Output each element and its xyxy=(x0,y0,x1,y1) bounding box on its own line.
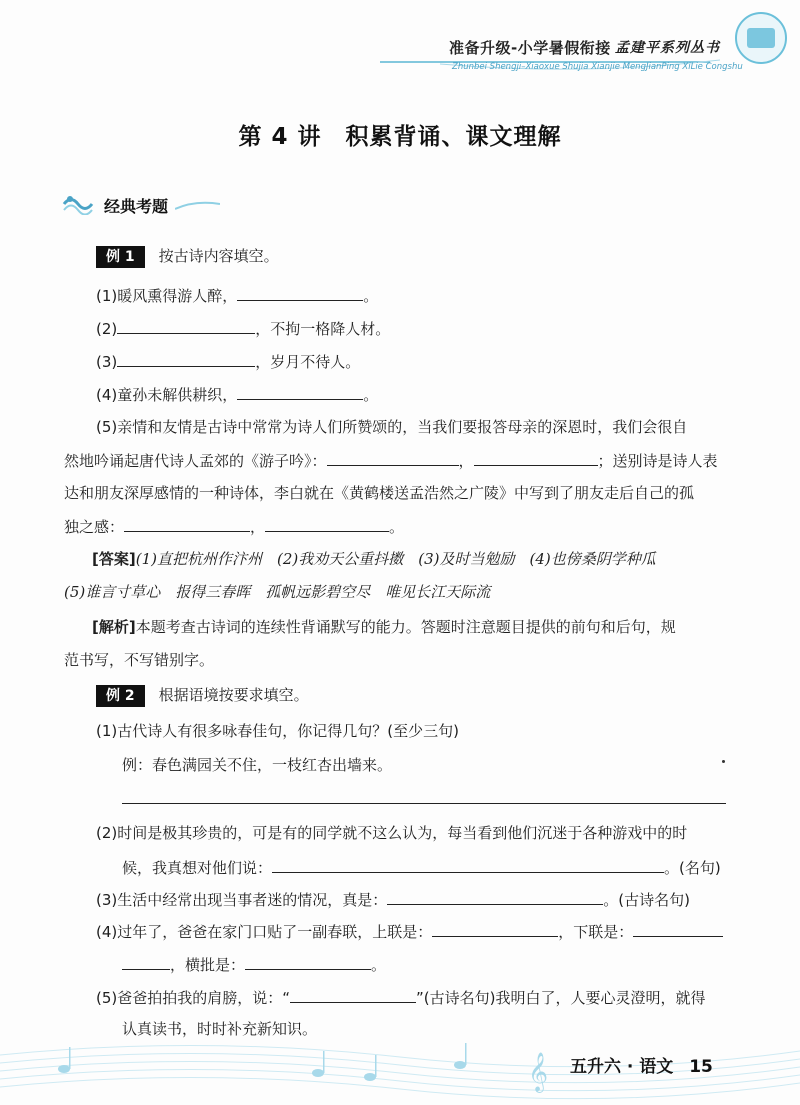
ex2-q4-line-2 xyxy=(122,953,386,976)
ex2-q4-text-cont: ，下联是： xyxy=(558,923,634,941)
ex1-q5-text: 然地吟诵起唐代诗人孟郊的《游子吟》： xyxy=(64,452,327,470)
ex2-q5-text-cont: ”(古诗名句)我明白了，人要心灵澄明，就得 xyxy=(416,989,706,1007)
ex2-q2-text: 候，我真想对他们说： xyxy=(122,859,273,877)
ex1-analysis-line-2: 范书写，不写错别字。 xyxy=(64,651,215,669)
ex1-q1-text: (1)暖风熏得游人醉， xyxy=(96,287,238,305)
ex1-question-2 xyxy=(96,317,390,340)
answer-line[interactable] xyxy=(122,803,726,804)
ex1-question-1 xyxy=(96,284,378,307)
ex1-q2-number: (2) xyxy=(96,320,118,338)
ex2-q2-line-2 xyxy=(122,856,721,879)
ex2-question-1: (1)古代诗人有很多咏春佳句，你记得几句？(至少三句) xyxy=(96,722,459,740)
comma: ， xyxy=(250,518,266,536)
publisher-logo xyxy=(735,12,787,64)
answer-text: (1)直把杭州作汴州 (2)我劝天公重抖擞 (3)及时当勉励 (4)也傍桑阴学种瓜 xyxy=(135,550,656,568)
example-1-prompt: 按古诗内容填空。 xyxy=(158,247,279,265)
page-footer xyxy=(570,1052,713,1077)
ex2-q4-text: (4)过年了，爸爸在家门口贴了一副春联，上联是： xyxy=(96,923,433,941)
answer-blank[interactable] xyxy=(117,350,255,367)
answer-blank[interactable] xyxy=(124,515,250,532)
ex1-q3-text: ，岁月不待人。 xyxy=(255,353,361,371)
answer-label: [答案] xyxy=(92,550,136,568)
answer-blank[interactable] xyxy=(327,449,459,466)
ex1-q4-text: (4)童孙未解供耕织， xyxy=(96,386,238,404)
ex2-q4-text: ，横批是： xyxy=(170,956,246,974)
ex2-q2-line-1: (2)时间是极其珍贵的，可是有的同学就不这么认为，每当看到他们沉迷于各种游戏中的时 xyxy=(96,824,688,842)
book-title: 准备升级-小学暑假衔接 xyxy=(449,39,611,57)
swoosh-decoration xyxy=(175,200,220,212)
ex1-q5-line-1: (5)亲情和友情是古诗中常常为诗人们所赞颂的，当我们要报答母亲的深恩时，我们会很自 xyxy=(96,418,688,436)
ex1-q1-end: 。 xyxy=(363,287,379,305)
ex1-q2-text: ，不拘一格降人材。 xyxy=(255,320,391,338)
answer-blank[interactable] xyxy=(633,920,723,937)
example-1-tag: 例 1 xyxy=(96,246,145,268)
answer-blank[interactable] xyxy=(122,953,170,970)
grade-subject: 五升六 · 语文 xyxy=(570,1057,674,1077)
ex2-q1-example: 例：春色满园关不住，一枝红杏出墙来。 xyxy=(122,756,393,774)
ex2-q5-line-1 xyxy=(96,986,706,1009)
ex2-question-3 xyxy=(96,888,690,911)
page-number: 15 xyxy=(689,1057,713,1077)
ex2-q2-note: 。(名句) xyxy=(664,859,721,877)
ex2-q3-note: 。(古诗名句) xyxy=(603,891,690,909)
series-name: 孟建平系列丛书 xyxy=(615,40,720,56)
logo-emblem xyxy=(747,28,775,48)
answer-blank[interactable] xyxy=(117,317,255,334)
comma: ， xyxy=(458,452,474,470)
ex2-q4-line-1 xyxy=(96,920,723,943)
period: 。 xyxy=(389,518,405,536)
ex1-question-4 xyxy=(96,383,378,406)
speck xyxy=(722,760,725,763)
ex2-q3-text: (3)生活中经常出现当事者迷的情况，真是： xyxy=(96,891,388,909)
ex2-q5-line-2: 认真读书，时时补充新知识。 xyxy=(122,1020,318,1038)
ex1-question-3 xyxy=(96,350,360,373)
svg-text:𝄞: 𝄞 xyxy=(528,1052,549,1092)
ex1-q3-number: (3) xyxy=(96,353,118,371)
section-title: 经典考题 xyxy=(104,197,169,216)
ex1-q5-text: 独之感： xyxy=(64,518,125,536)
ex2-q5-text: (5)爸爸拍拍我的肩膀，说：“ xyxy=(96,989,291,1007)
answer-blank[interactable] xyxy=(265,515,389,532)
book-title-pinyin: Zhunbei Shengji–Xiaoxue Shujia Xianjie MengJianPing XiLie Congshu xyxy=(452,62,743,72)
ex1-answer-line-1 xyxy=(92,548,656,570)
ex1-q5-line-4 xyxy=(64,515,404,538)
example-2-prompt: 根据语境按要求填空。 xyxy=(158,686,309,704)
lesson-title: 第 4 讲 积累背诵、课文理解 xyxy=(238,124,562,150)
example-2-tag: 例 2 xyxy=(96,685,145,707)
ex1-q5-line-2 xyxy=(64,449,718,472)
period: 。 xyxy=(371,956,387,974)
ex1-q5-text-cont: ；送别诗是诗人表 xyxy=(597,452,718,470)
ex1-answer-line-2: (5)谁言寸草心 报得三春晖 孤帆远影碧空尽 唯见长江天际流 xyxy=(64,583,491,601)
answer-blank[interactable] xyxy=(387,888,603,905)
answer-blank[interactable] xyxy=(237,284,363,301)
answer-blank[interactable] xyxy=(245,953,371,970)
answer-blank[interactable] xyxy=(432,920,558,937)
answer-blank[interactable] xyxy=(237,383,363,400)
ex1-q5-line-3: 达和朋友深厚感情的一种诗体，李白就在《黄鹤楼送孟浩然之广陵》中写到了朋友走后自己的孤 xyxy=(64,484,695,502)
answer-blank[interactable] xyxy=(272,856,664,873)
wave-icon xyxy=(62,193,96,215)
ex1-analysis-line-1 xyxy=(92,616,676,638)
answer-blank[interactable] xyxy=(290,986,416,1003)
example-1-header xyxy=(96,245,279,268)
ex1-q4-end: 。 xyxy=(363,386,379,404)
example-2-header xyxy=(96,684,309,707)
analysis-label: [解析] xyxy=(92,618,136,636)
answer-blank[interactable] xyxy=(474,449,598,466)
analysis-text: 本题考查古诗词的连续性背诵默写的能力。答题时注意题目提供的前句和后句，规 xyxy=(135,618,676,636)
